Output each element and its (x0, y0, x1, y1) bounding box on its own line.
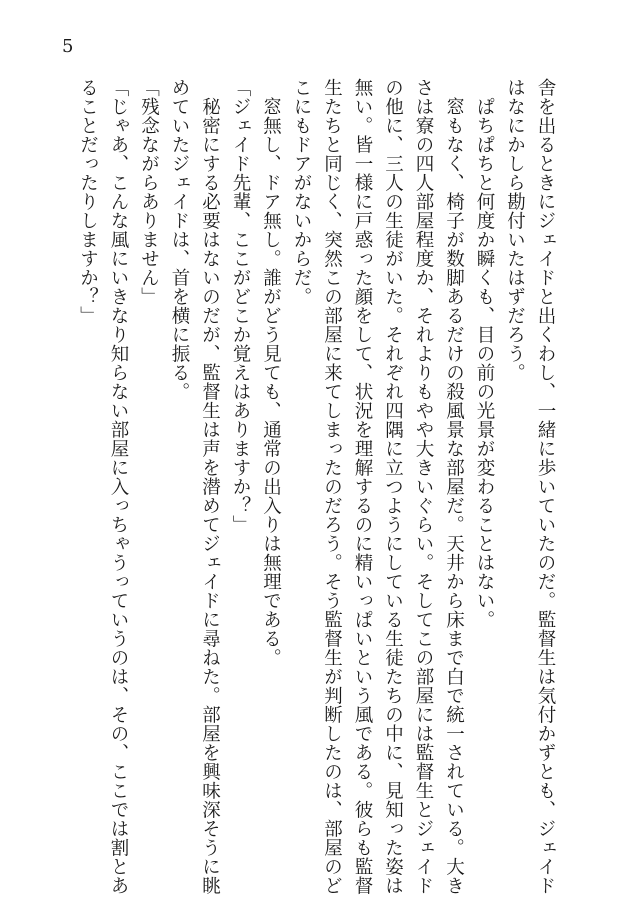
text-line: めていたジェイドは、首を横に振る。 (169, 78, 190, 401)
text-line: 無い。皆一様に戸惑った顔をして、状況を理解するのに精いっぱいという風である。彼らも監督 (352, 78, 373, 895)
text-line: 窓無し、ドア無し。誰がどう見ても、通常の出入りは無理である。 (260, 78, 282, 667)
text-line: こにもドアがないからだ。 (291, 78, 312, 306)
text-line: の他に、三人の生徒がいた。それぞれ四隅に立つようにしている生徒たちの中に、見知った姿は (382, 78, 404, 895)
page-number: 5 (62, 36, 74, 57)
text-line: ぱちぱちと何度か瞬くも、目の前の光景が変わることはない。 (474, 78, 495, 629)
text-line: 「ジェイド先輩、ここがどこか覚えはありますか？」 (230, 78, 251, 534)
text-line: 「残念ながらありません」 (138, 78, 160, 306)
text-line: ることだったりしますか？」 (77, 78, 99, 325)
text-line: 生たちと同じく、突然この部屋に来てしまったのだろう。そう監督生が判断したのは、部屋のど (321, 78, 343, 895)
text-line: 窓もなく、椅子が数脚あるだけの殺風景な部屋だ。天井から床まで白で統一されている。大き (443, 78, 465, 895)
text-line: はなにかしら勘付いたはずだろう。 (504, 78, 526, 382)
text-line: 秘密にする必要はないのだが、監督生は声を潜めてジェイドに尋ねた。部屋を興味深そうに眺 (199, 78, 221, 895)
body-text (72, 78, 560, 895)
text-line: 「じゃあ、こんな風にいきなり知らない部屋に入っちゃうっていうのは、その、ここでは割とあ (108, 78, 129, 895)
text-line: 舎を出るときにジェイドと出くわし、一緒に歩いていたのだ。監督生は気付かずとも、ジェイド (535, 78, 556, 895)
text-line: さは寮の四人部屋程度か、それよりもやや大きいぐらい。そしてこの部屋には監督生とジェイド (413, 78, 434, 895)
